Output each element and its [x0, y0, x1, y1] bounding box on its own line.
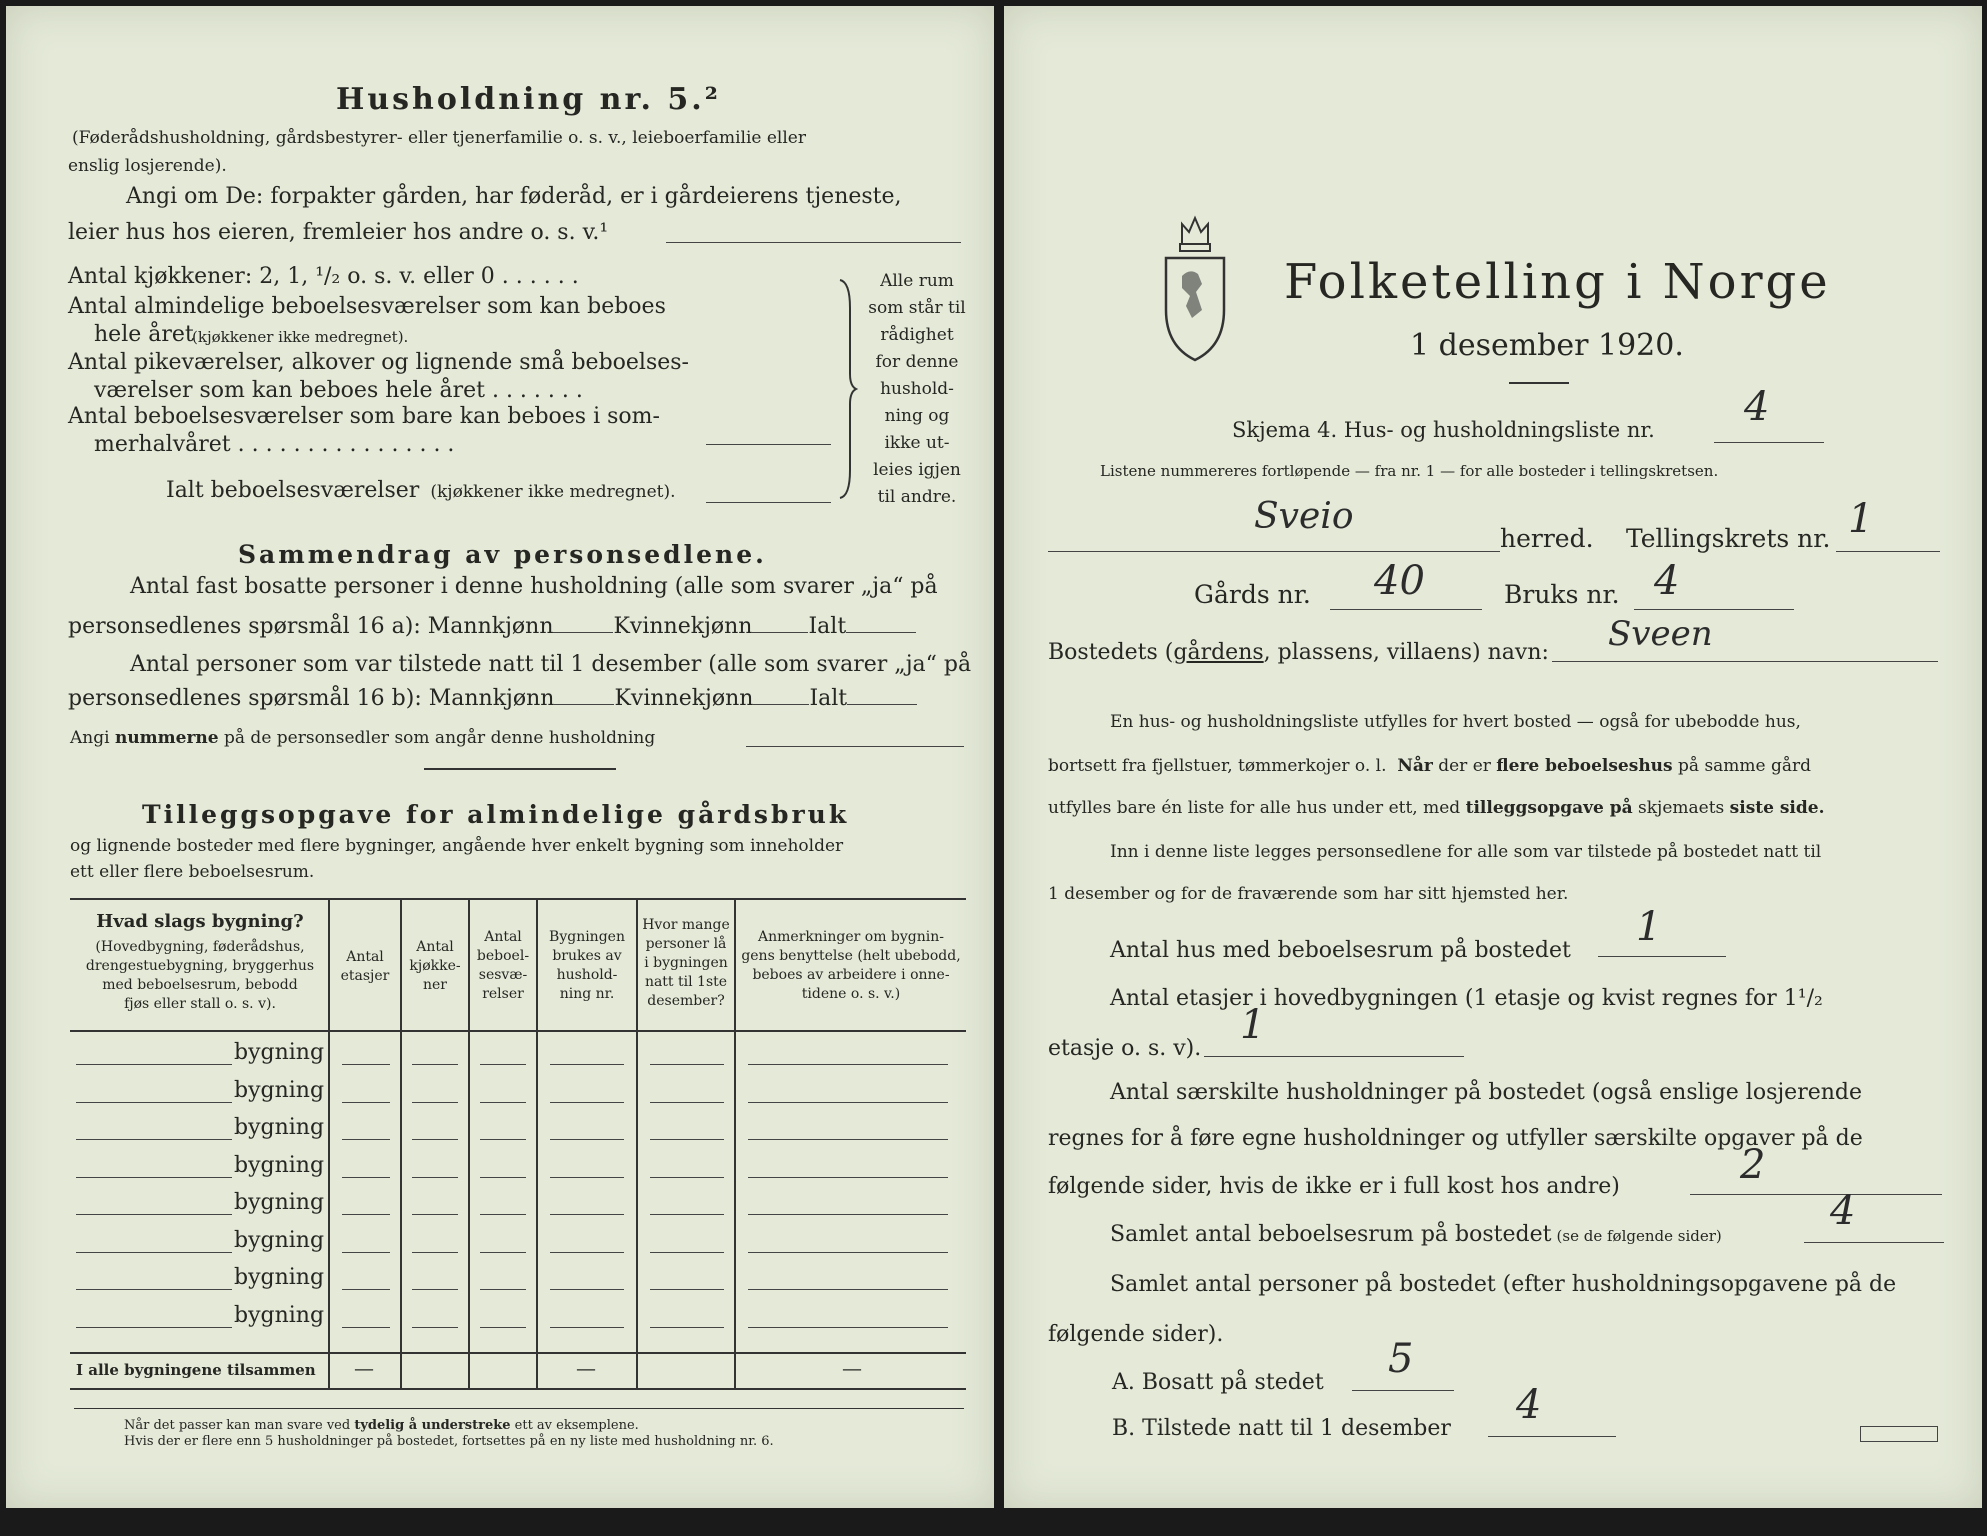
- tillegg-line-2: ett eller flere beboelsesrum.: [70, 862, 315, 882]
- bosatt-label: A. Bosatt på stedet: [1112, 1370, 1324, 1395]
- building-cell-line: [412, 1252, 458, 1253]
- building-row-line: [76, 1327, 232, 1328]
- herred-label: herred.: [1500, 524, 1594, 553]
- col-type-note-line: (Hovedbygning, føderådshus,: [95, 939, 305, 955]
- bosted-value: Sveen: [1608, 614, 1713, 654]
- gards-label: Gårds nr.: [1194, 580, 1311, 609]
- summary-line-3: Antal personer som var tilstede natt til 1 desember (alle som svarer „ja“ på: [130, 652, 972, 677]
- rooms-ordinary: Antal almindelige beboelsesværelser som kan beboes: [68, 294, 666, 319]
- building-row-line: [76, 1139, 232, 1140]
- tillegg-heading: Tilleggsopgave for almindelige gårdsbruk: [142, 800, 850, 829]
- samlet-pers-line-2: følgende sider).: [1048, 1322, 1224, 1347]
- samlet-rum: [1110, 1222, 1722, 1247]
- ialt-rooms: [166, 478, 676, 503]
- building-cell-line: [412, 1177, 458, 1178]
- side-note-line: Alle rum: [880, 271, 954, 291]
- building-cell-line: [480, 1064, 526, 1065]
- angi-nummerne-pre: Angi: [70, 728, 115, 748]
- col-kitchens-line: Antal: [416, 939, 454, 955]
- herred-line: [1048, 551, 1500, 552]
- col-type-note-line: drengestuebygning, bryggerhus: [85, 958, 315, 974]
- building-row-label: bygning: [234, 1077, 325, 1103]
- col-persons-line: desember?: [647, 993, 725, 1009]
- side-note-line: leies igjen: [873, 460, 961, 480]
- rooms-whole-year-note: (kjøkkener ikke medregnet).: [192, 328, 409, 346]
- listene-note: Listene nummereres fortløpende — fra nr. 1 — for alle bosteder i tellingskretsen.: [1100, 462, 1719, 480]
- building-cell-line: [550, 1214, 624, 1215]
- side-note: [862, 268, 972, 511]
- building-cell-line: [342, 1064, 390, 1065]
- instr-3-bold-2: siste side.: [1729, 798, 1825, 818]
- summary-male-label: personsedlenes spørsmål 16 a): Mannkjønn: [68, 614, 554, 639]
- col-rooms-line: sesvæ-: [478, 967, 528, 983]
- col-household-line: brukes av: [552, 948, 622, 964]
- instr-2-text: bortsett fra fjellstuer, tømmerkojer o. l.: [1048, 756, 1387, 776]
- instr-2-bold-1: Når: [1397, 756, 1433, 776]
- etasjer-answer-line: [1204, 1056, 1464, 1057]
- angi-nummerne-bold: nummerne: [114, 728, 219, 748]
- col-household-line: Bygningen: [549, 929, 625, 945]
- angi-line-1: Angi om De: forpakter gården, har føderåd, er i gårdeierens tjeneste,: [126, 184, 902, 209]
- rooms-maids: Antal pikeværelser, alkover og lignende små beboelses-: [68, 350, 689, 375]
- side-note-line: rådighet: [880, 325, 954, 345]
- footer-1-pre: Når det passer kan man svare ved: [124, 1418, 355, 1433]
- building-cell-line: [550, 1289, 624, 1290]
- col-kitchens-line: kjøkke-: [409, 958, 461, 974]
- total-label: I alle bygningene tilsammen: [76, 1361, 316, 1379]
- building-row-line: [76, 1064, 232, 1065]
- summary-total-label-b: Ialt: [809, 686, 848, 711]
- ialt-rooms-note: (kjøkkener ikke medregnet).: [430, 482, 676, 502]
- samlet-rum-note: (se de følgende sider): [1556, 1227, 1722, 1245]
- building-cell-line: [748, 1214, 948, 1215]
- brace-icon: [836, 278, 860, 500]
- etasjer-line-1: Antal etasjer i hovedbygningen (1 etasje og kvist regnes for 1¹/₂: [1110, 986, 1823, 1011]
- summary-female-label-b: Kvinnekjønn: [614, 686, 754, 711]
- col-floors-line: etasjer: [340, 968, 390, 984]
- col-household-line: hushold-: [556, 967, 618, 983]
- instr-line-5: 1 desember og for de fraværende som har sitt hjemsted her.: [1048, 884, 1569, 904]
- building-cell-line: [342, 1289, 390, 1290]
- herred-value: Sveio: [1254, 496, 1354, 537]
- bosted-line: [1552, 661, 1938, 662]
- bruks-value: 4: [1654, 558, 1680, 604]
- saerskilte-line-3: følgende sider, hvis de ikke er i full kost hos andre): [1048, 1174, 1620, 1199]
- left-page: [6, 6, 994, 1508]
- ialt-answer-line: [706, 502, 831, 503]
- building-cell-line: [550, 1177, 624, 1178]
- rooms-summer-cont: merhalvåret . . . . . . . . . . . . . . . .: [94, 432, 455, 457]
- rooms-maids-cont: værelser som kan beboes hele året . . . . . . .: [94, 378, 583, 403]
- angi-line-2: leier hus hos eieren, fremleier hos andre o. s. v.¹: [68, 220, 609, 245]
- summary-line-2: [68, 614, 916, 639]
- building-row-label: bygning: [234, 1115, 325, 1140]
- saerskilte-line-1: Antal særskilte husholdninger på bostedet (også enslige losjerende: [1110, 1080, 1863, 1105]
- col-persons-line: natt til 1ste: [644, 974, 728, 990]
- building-cell-line: [748, 1064, 948, 1065]
- coat-of-arms-icon: [1162, 214, 1228, 364]
- building-cell-line: [650, 1214, 724, 1215]
- bosted-label-1: Bostedets (: [1048, 640, 1174, 665]
- summary-female-label: Kvinnekjønn: [613, 614, 753, 639]
- total-household-dash: —: [576, 1356, 596, 1380]
- instr-3-bold-1: tilleggsopgave på: [1465, 798, 1633, 818]
- building-cell-line: [480, 1102, 526, 1103]
- building-cell-line: [748, 1139, 948, 1140]
- building-cell-line: [342, 1252, 390, 1253]
- footer-line-2: Hvis der er flere enn 5 husholdninger på bostedet, fortsettes på en ny liste med husholdning nr. 6.: [124, 1434, 774, 1449]
- col-floors-line: Antal: [346, 949, 384, 965]
- samlet-rum-value: 4: [1830, 1188, 1856, 1234]
- bosatt-line: [1352, 1390, 1454, 1391]
- building-cell-line: [748, 1102, 948, 1103]
- instr-line-2: [1048, 756, 1811, 776]
- rooms-summer: Antal beboelsesværelser som bare kan beboes i som-: [68, 404, 660, 429]
- skjema-label: Skjema 4. Hus- og husholdningsliste nr.: [1232, 418, 1655, 442]
- census-title: Folketelling i Norge: [1284, 254, 1831, 310]
- bosted-label-2: , plassens, villaens) navn:: [1263, 640, 1549, 665]
- col-remarks-line: tidene o. s. v.): [801, 986, 901, 1002]
- building-cell-line: [650, 1102, 724, 1103]
- samlet-rum-label: Samlet antal beboelsesrum på bostedet: [1110, 1222, 1552, 1247]
- side-note-line: ning og: [884, 406, 950, 426]
- bosted-label: [1048, 640, 1549, 665]
- col-remarks-line: gens benyttelse (helt ubebodd,: [741, 948, 961, 964]
- building-cell-line: [748, 1252, 948, 1253]
- etasjer-line-2: etasje o. s. v).: [1048, 1036, 1202, 1061]
- divider: [424, 768, 616, 770]
- col-type-note-line: med beboelsesrum, bebodd: [102, 977, 298, 993]
- building-row-label: bygning: [234, 1152, 325, 1178]
- building-cell-line: [480, 1252, 526, 1253]
- footer-1-post: ett av eksemplene.: [510, 1418, 639, 1433]
- building-cell-line: [480, 1289, 526, 1290]
- rooms-whole-year: hele året: [94, 322, 194, 347]
- building-row-line: [76, 1177, 232, 1178]
- summary-total-label: Ialt: [808, 614, 847, 639]
- footer-divider: [74, 1408, 964, 1409]
- building-cell-line: [342, 1214, 390, 1215]
- building-cell-line: [412, 1064, 458, 1065]
- antal-hus-line: [1598, 956, 1726, 957]
- side-note-line: ikke ut-: [884, 433, 950, 453]
- bruks-label: Bruks nr.: [1504, 580, 1620, 609]
- intro-line-2: enslig losjerende).: [68, 156, 227, 176]
- gards-line: [1330, 609, 1482, 610]
- rooms-kitchens: Antal kjøkkener: 2, 1, ¹/₂ o. s. v. eller 0 . . . . . .: [68, 264, 579, 289]
- saerskilte-line-2: regnes for å føre egne husholdninger og utfyller særskilte opgaver på de: [1048, 1126, 1863, 1151]
- gards-value: 40: [1374, 558, 1425, 604]
- building-cell-line: [412, 1102, 458, 1103]
- building-cell-line: [650, 1327, 724, 1328]
- instr-3-text: utfylles bare én liste for alle hus under ett, med: [1048, 798, 1461, 818]
- angi-nummerne-post: på de personsedler som angår denne husholdning: [218, 728, 656, 748]
- building-cell-line: [412, 1139, 458, 1140]
- antal-hus-value: 1: [1636, 904, 1662, 950]
- building-row-label: bygning: [234, 1265, 325, 1290]
- building-cell-line: [412, 1289, 458, 1290]
- building-row-line: [76, 1214, 232, 1215]
- col-type-note-line: fjøs eller stall o. s. v).: [124, 996, 276, 1012]
- krets-value: 1: [1848, 496, 1874, 542]
- footer-line-1: [124, 1418, 639, 1433]
- instr-line-3: [1048, 798, 1825, 818]
- krets-line: [1836, 551, 1940, 552]
- building-cell-line: [748, 1289, 948, 1290]
- col-rooms-line: relser: [482, 986, 524, 1002]
- col-persons-line: Hvor mange: [642, 917, 730, 933]
- side-note-line: som står til: [868, 298, 966, 318]
- instr-line-4: Inn i denne liste legges personsedlene for alle som var tilstede på bostedet natt til: [1110, 842, 1822, 862]
- col-remarks-line: beboes av arbeidere i onne-: [752, 967, 950, 983]
- building-cell-line: [650, 1177, 724, 1178]
- total-floors-dash: —: [354, 1356, 374, 1380]
- bosatt-value: 5: [1388, 1336, 1414, 1382]
- side-note-line: for denne: [875, 352, 959, 372]
- col-household-line: ning nr.: [559, 986, 615, 1002]
- summary-heading: Sammendrag av personsedlene.: [238, 540, 767, 569]
- building-cell-line: [550, 1064, 624, 1065]
- building-cell-line: [342, 1327, 390, 1328]
- col-floors: [330, 948, 400, 986]
- col-kitchens-line: ner: [423, 977, 447, 993]
- col-remarks: [736, 928, 966, 1004]
- household-heading: Husholdning nr. 5.²: [336, 82, 721, 117]
- building-cell-line: [342, 1177, 390, 1178]
- tillegg-line-1: og lignende bosteder med flere bygninger, angående hver enkelt bygning som inneholder: [70, 836, 844, 856]
- right-page: [1004, 6, 1982, 1508]
- instr-2-text-2: der er: [1432, 756, 1497, 776]
- building-cell-line: [650, 1252, 724, 1253]
- instr-2-bold-2: flere beboelseshus: [1496, 756, 1673, 776]
- saerskilte-answer-line: [1690, 1194, 1942, 1195]
- angi-nummerne-line: [746, 746, 964, 747]
- building-cell-line: [480, 1327, 526, 1328]
- building-row-line: [76, 1102, 232, 1103]
- skjema-value: 4: [1744, 384, 1770, 430]
- building-cell-line: [550, 1252, 624, 1253]
- col-household: [538, 928, 636, 1004]
- col-rooms-line: beboel-: [476, 948, 530, 964]
- etasjer-value: 1: [1240, 1002, 1266, 1048]
- rooms-answer-line: [706, 444, 831, 445]
- summary-line-4: [68, 686, 917, 711]
- side-note-line: hushold-: [880, 379, 954, 399]
- intro-line-1: (Føderådshusholdning, gårdsbestyrer- eller tjenerfamilie o. s. v., leieboerfamilie eller: [72, 128, 806, 148]
- building-cell-line: [650, 1289, 724, 1290]
- angi-answer-line: [666, 242, 961, 243]
- building-row-label: bygning: [234, 1302, 325, 1328]
- printer-stamp: [1860, 1426, 1938, 1442]
- tilstede-line: [1488, 1436, 1616, 1437]
- building-cell-line: [342, 1102, 390, 1103]
- building-cell-line: [342, 1139, 390, 1140]
- building-cell-line: [550, 1139, 624, 1140]
- footer-1-bold: tydelig å understreke: [354, 1418, 511, 1433]
- instr-3-text-2: skjemaets: [1632, 798, 1730, 818]
- angi-nummerne: [70, 728, 655, 748]
- saerskilte-value: 2: [1740, 1142, 1766, 1188]
- title-divider: [1509, 382, 1569, 384]
- census-date: 1 desember 1920.: [1410, 328, 1684, 363]
- samlet-pers-line-1: Samlet antal personer på bostedet (efter husholdningsopgavene på de: [1110, 1272, 1897, 1297]
- instr-line-1: En hus- og husholdningsliste utfylles for hvert bosted — også for ubebodde hus,: [1110, 712, 1801, 732]
- ialt-rooms-label: Ialt beboelsesværelser: [166, 478, 420, 503]
- building-cell-line: [550, 1327, 624, 1328]
- building-cell-line: [550, 1102, 624, 1103]
- total-remarks-dash: —: [842, 1356, 862, 1380]
- summary-line-1: Antal fast bosatte personer i denne husholdning (alle som svarer „ja“ på: [130, 574, 938, 599]
- antal-hus-label: Antal hus med beboelsesrum på bostedet: [1110, 938, 1571, 963]
- samlet-rum-line: [1804, 1242, 1944, 1243]
- building-cell-line: [480, 1214, 526, 1215]
- col-remarks-line: Anmerkninger om bygnin-: [758, 929, 944, 945]
- col-rooms-line: Antal: [484, 929, 522, 945]
- building-row-label: bygning: [234, 1227, 325, 1253]
- building-cell-line: [412, 1327, 458, 1328]
- building-cell-line: [480, 1177, 526, 1178]
- col-persons-line: i bygningen: [644, 955, 728, 971]
- building-cell-line: [748, 1327, 948, 1328]
- building-cell-line: [480, 1139, 526, 1140]
- col-persons: [638, 916, 734, 1011]
- col-type-title: Hvad slags bygning?: [96, 911, 304, 932]
- building-row-label: bygning: [234, 1040, 325, 1065]
- building-row-line: [76, 1252, 232, 1253]
- building-row-label: bygning: [234, 1190, 325, 1215]
- col-kitchens: [402, 938, 468, 995]
- building-row-line: [76, 1289, 232, 1290]
- instr-2-text-3: på samme gård: [1672, 756, 1812, 776]
- bosted-label-underlined: gårdens: [1173, 640, 1264, 665]
- building-cell-line: [748, 1177, 948, 1178]
- col-type-note: [72, 938, 328, 1014]
- side-note-line: til andre.: [877, 487, 957, 507]
- skjema-line: [1714, 442, 1824, 443]
- tilstede-value: 4: [1516, 1382, 1542, 1428]
- building-cell-line: [412, 1214, 458, 1215]
- krets-label: Tellingskrets nr.: [1626, 524, 1831, 553]
- col-rooms: [470, 928, 536, 1004]
- tilstede-label: B. Tilstede natt til 1 desember: [1112, 1416, 1451, 1441]
- col-persons-line: personer lå: [645, 936, 727, 952]
- building-cell-line: [650, 1139, 724, 1140]
- building-cell-line: [650, 1064, 724, 1065]
- summary-male-label-b: personsedlenes spørsmål 16 b): Mannkjønn: [68, 686, 555, 711]
- bruks-line: [1634, 609, 1794, 610]
